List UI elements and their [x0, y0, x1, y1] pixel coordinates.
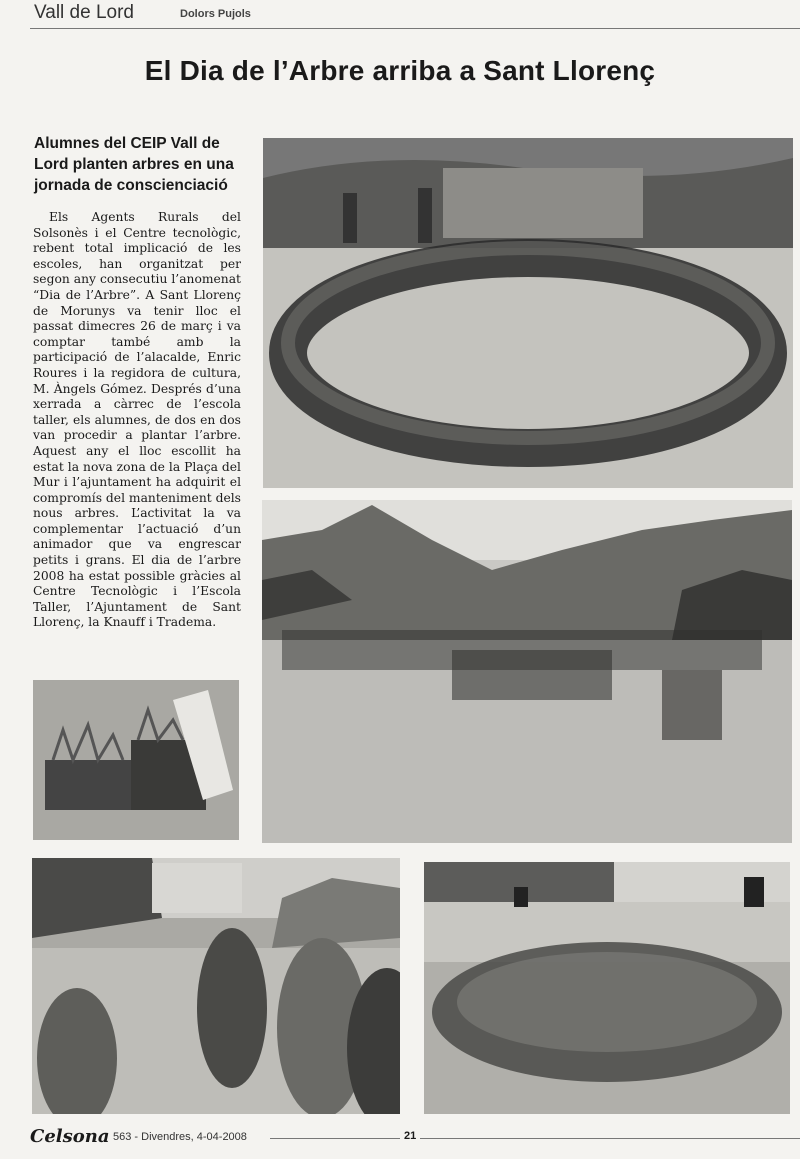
publication-name: Celsona [30, 1126, 110, 1147]
article-subtitle: Alumnes del CEIP Vall de Lord planten arbres en una jornada de conscienciació [34, 135, 234, 194]
photo-children-circle [263, 138, 793, 488]
article-body: Els Agents Rurals del Solsonès i el Centre tecnològic, rebent total implicació de les escoles, han organitzat per segon any consecutiu l’anomenat “Dia de l’Arbre”. A Sant Llorenç de Morunys va tenir lloc el passat dimecres 26 de març i va comptar també amb la participació de l’alacalde, Enric Roures i la regidora de cultura, M. Àngels Gómez. Després d’una xerrada a càrrec de l’escola taller, els alumnes, de dos en dos van procedir a plantar l’arbre. Aquest any el lloc escollit ha estat la nova zona de la Plaça del Mur i l’ajuntament ha adquirit el compromís del manteniment dels nous arbres. L’activitat la va complementar l’actuació d’un animador que va engrescar petits i grans. El dia de l’arbre 2008 ha estat possible gràcies al Centre Tecnològic i l’Escola Taller, l’Ajuntament de Sant Llorenç, la Knauff i Tradema. [33, 210, 241, 630]
header-rule [30, 28, 800, 29]
photo-children-animator [424, 862, 790, 1114]
article-title: El Dia de l’Arbre arriba a Sant Llorenç [144, 55, 656, 86]
issue-info: 563 - Divendres, 4-04-2008 [113, 1131, 247, 1143]
photo-seedlings [33, 680, 239, 840]
author-name: Dolors Pujols [180, 8, 251, 20]
page-number: 21 [400, 1130, 420, 1142]
footer-rule [270, 1138, 800, 1139]
photo-adults-planting [32, 858, 400, 1114]
section-name: Vall de Lord [34, 2, 134, 23]
photo-mountain-square [262, 500, 792, 843]
